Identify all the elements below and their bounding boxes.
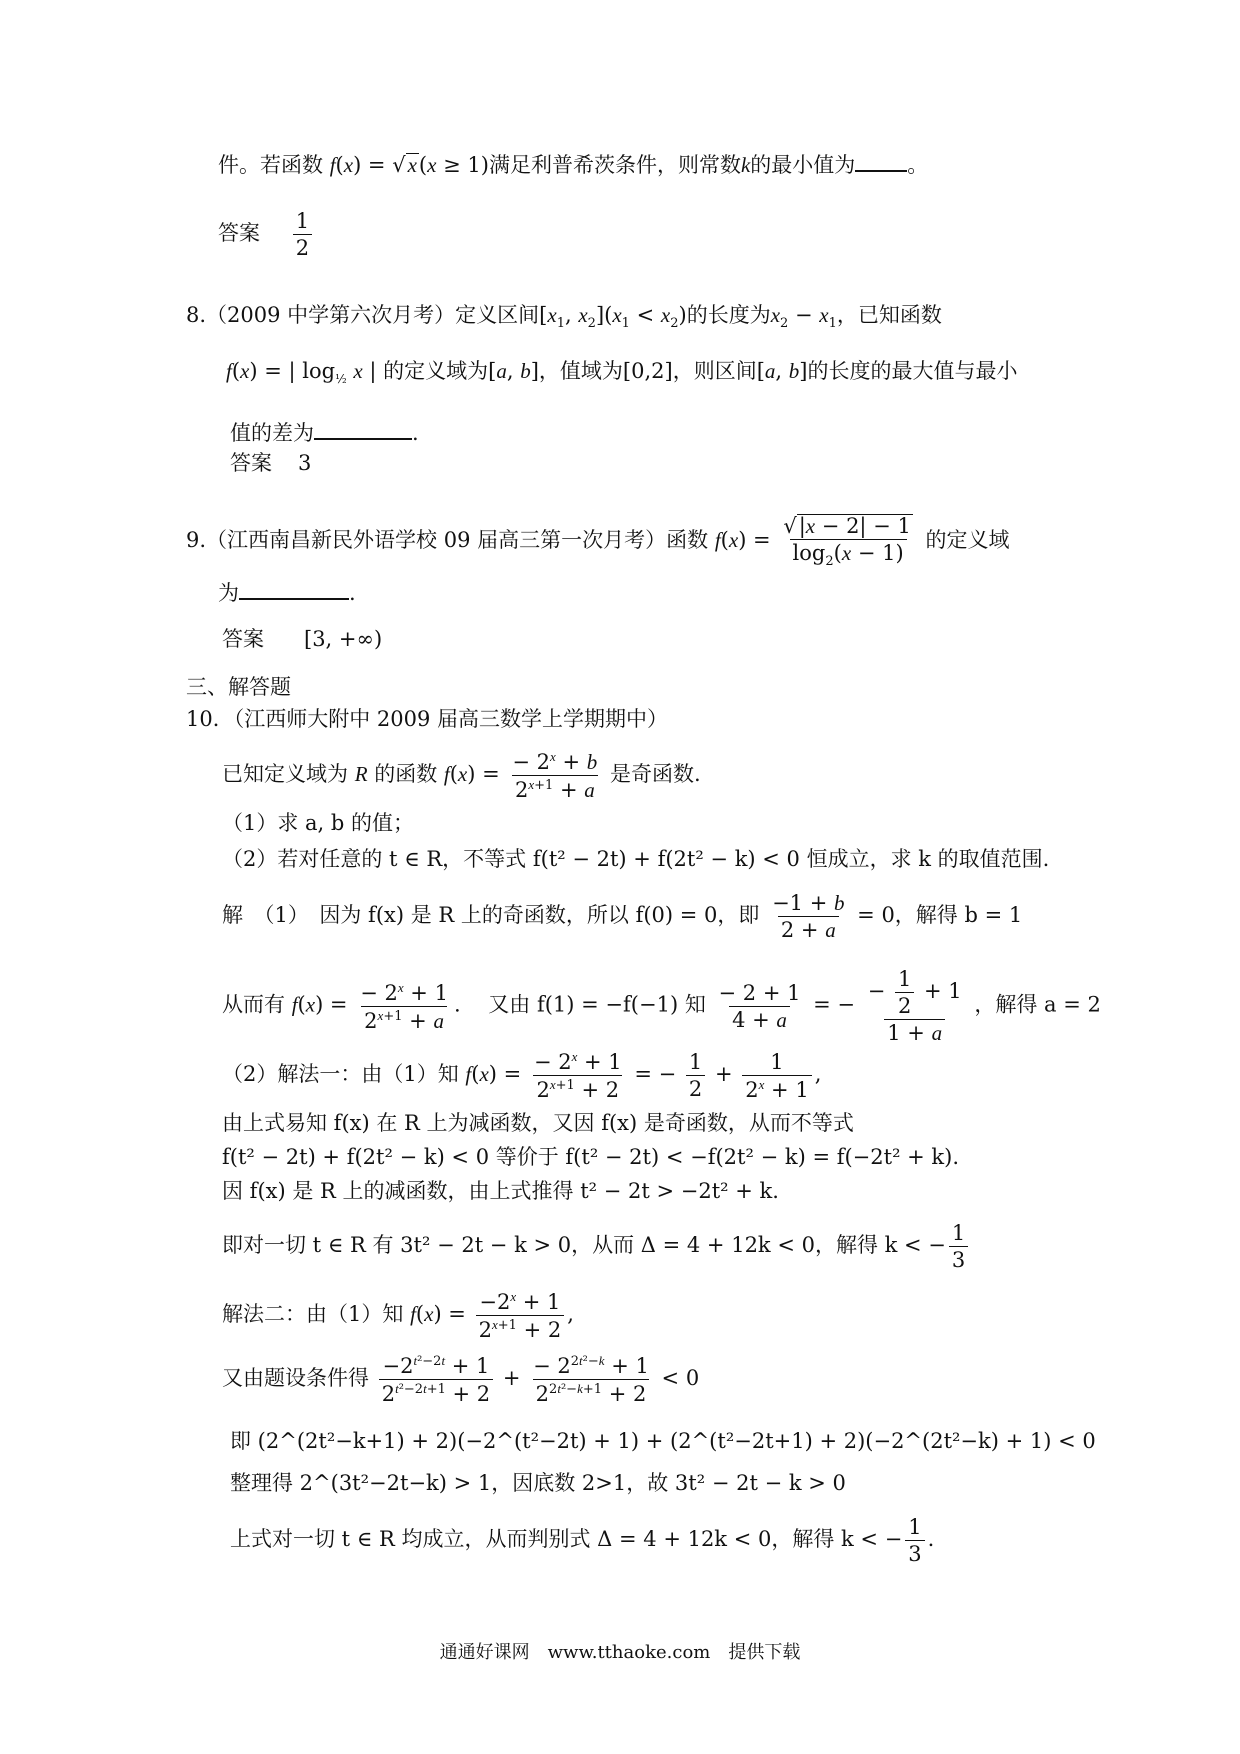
- sol1-line: 解 （1） 因为 f(x) 是 R 上的奇函数，所以 f(0) = 0，即 $\frac{-1 + b}{2 + a}$ = 0，解得 b = 1: [222, 891, 1023, 943]
- sol2-line: 从而有 f(x) = $\frac{- 2^x + 1}{2^{x+1} + a}$ . 又由 f(1) = −f(−1) 知 $\frac{- 2 + 1}{4 + a}$ = − − $\frac{1}{2}$ + 1 1 + a ，解得 a = 2: [222, 967, 1101, 1046]
- method1-line2: 由上式易知 f(x) 在 R 上为减函数，又因 f(x) 是奇函数，从而不等式: [222, 1111, 854, 1135]
- method2-line3: 即 (2^(2t²−k+1) + 2)(−2^(t²−2t) + 1) + (2^(t²−2t+1) + 2)(−2^(2t²−k) + 1) < 0: [230, 1429, 1096, 1453]
- answer-label: 答案: [218, 221, 260, 246]
- q9-answer: 答案 [3, +∞): [222, 627, 383, 651]
- q9-line2: 为 .: [218, 581, 356, 605]
- q8-answer: 答案 3: [230, 451, 312, 475]
- q8-line2: f(x) = | $\log_{\frac{1}{2}} x$ | 的定义域为[a, b]，值域为[0,2]，则区间[a, b]的长度的最大值与最小: [226, 359, 1018, 387]
- method1-line3: f(t² − 2t) + f(2t² − k) < 0 等价于 f(t² − 2t) < −f(2t² − k) = f(−2t² + k).: [222, 1145, 960, 1169]
- q10-part2: （2）若对任意的 t ∈ R，不等式 f(t² − 2t) + f(2t² − k) < 0 恒成立，求 k 的取值范围.: [222, 847, 1050, 871]
- method1-line5: 即对一切 t ∈ R 有 3t² − 2t − k > 0，从而 Δ = 4 + 12k < 0，解得 k < − $\frac{1}{3}$: [222, 1222, 971, 1271]
- q10-part1: （1）求 a, b 的值；: [222, 811, 415, 835]
- q9-fraction: $\frac{√|x - 2| - 1}{\log_2(x - 1)}$: [783, 514, 911, 570]
- q7-line: 件。若函数 f(x) = √x(x ≥ 1)满足利普希茨条件，则常数k的最小值为 。: [218, 153, 929, 177]
- q7-answer: [218, 210, 315, 259]
- section-heading: 三、解答题: [186, 675, 291, 699]
- q10-intro: 已知定义域为 R 的函数 f(x) = $\frac{- 2^x + b}{2^{x+1} + a}$ 是奇函数.: [222, 749, 701, 803]
- method1-line1: （2）解法一：由（1）知 f(x) = $\frac{- 2^x + 1}{2^{x+1} + 2}$ = − $\frac{1}{2}$ + $\frac{1}{2^x + 1}$ ,: [222, 1049, 822, 1103]
- method2-line4: 整理得 2^(3t²−2t−k) > 1，因底数 2>1，故 3t² − 2t − k > 0: [230, 1471, 846, 1495]
- q10-header: 10．（江西师大附中 2009 届高三数学上学期期中）: [186, 707, 669, 731]
- page-footer: 通通好课网 www.tthaoke.com 提供下载: [439, 1642, 801, 1663]
- answer-fraction: $\frac{1}{2}$: [293, 210, 312, 259]
- method2-line5: 上式对一切 t ∈ R 均成立，从而判别式 Δ = 4 + 12k < 0，解得 k < − $\frac{1}{3}$ .: [230, 1515, 935, 1567]
- method2-line2: 又由题设条件得 $\frac{-2^{t^2-2t} + 1}{2^{t^2-2t+1} + 2}$ + $\frac{- 2^{2t^2-k} + 1}{2^{2t^2-k+1} + 2}$ < 0: [222, 1353, 700, 1407]
- method2-line1: 解法二：由（1）知 f(x) = $\frac{-2^x + 1}{2^{x+1} + 2}$ ,: [222, 1289, 574, 1343]
- method1-line4: 因 f(x) 是 R 上的减函数，由上式推得 t² − 2t > −2t² + k.: [222, 1179, 779, 1203]
- q8-line1: 8.（2009 中学第六次月考）定义区间[$x_1$, $x_2](x_1 < x_2)$的长度为$x_2 - x_1$，已知函数: [186, 303, 942, 332]
- q8-line3: 值的差为 .: [230, 421, 419, 445]
- q9-line1: 9.（江西南昌新民外语学校 09 届高三第一次月考）函数 f(x) = $\frac{√|x - 2| - 1}{\log_2(x - 1)}$ 的定义域: [186, 514, 1010, 570]
